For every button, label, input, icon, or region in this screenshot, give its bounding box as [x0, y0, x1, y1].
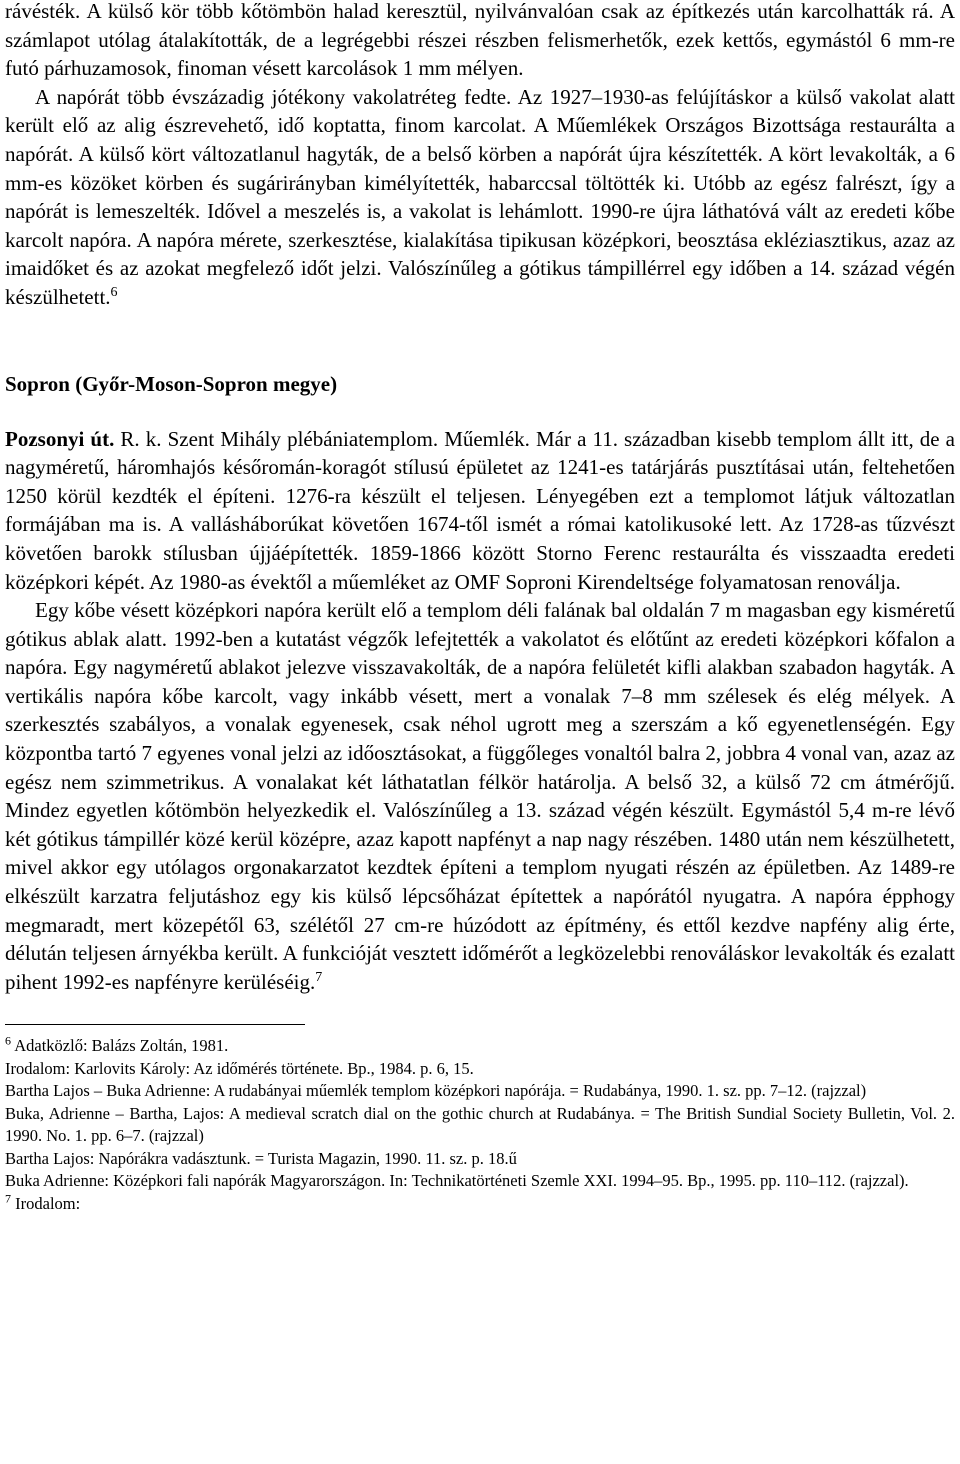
footnote-item — [5, 1035, 955, 1058]
footnote-text: Bartha Lajos: Napórákra vadásztunk. = Turista Magazin, 1990. 11. sz. p. 18.ű — [5, 1148, 517, 1168]
sundial-restoration-text: A napórát több évszázadig jótékony vakolatréteg fedte. Az 1927–1930-as felújításkor a külső vakolat alatt került elő az alig észrevehető, idő koptatta, finom karcolat. A Műemlékek Országos Bizottsága restaurálta a napórát. A külső kört változatlanul hagyták, de a belső körben a napórát újra készítették. A kört levakolták, a 6 mm-es közöket körben és sugárirányban kimélyítették, habarccsal töltötték ki. Utóbb az egész falrészt, így a napórát is lemeszelték. Idővel a meszelés is, a vakolat is lehámlott. 1990-re újra láthatóvá vált az eredeti kőbe karcolt napóra. A napóra mérete, szerkesztése, kialakítása tipikusan középkori, beosztása ekléziasztikus, azaz az imaidőket és az azokat megfelező időt jelzi. Valószínűleg a gótikus támpillérrel egy időben a 14. század végén készülhetett. — [5, 84, 955, 309]
church-entry-paragraph — [5, 425, 955, 597]
intro-paragraph — [5, 0, 955, 83]
footnote-item — [5, 1103, 955, 1148]
footnote-text: Buka, Adrienne – Bartha, Lajos: A medieval scratch dial on the gothic church at Rudabánya. = The British Sundial Society Bulletin, Vol. 2. 1990. No. 1. pp. 6–7. (rajzzal) — [5, 1103, 955, 1146]
footnote-divider — [5, 1024, 305, 1025]
footnote-item — [5, 1170, 955, 1193]
footnote-item — [5, 1148, 955, 1171]
footnote-ref-6[interactable]: 6 — [110, 284, 118, 300]
footnote-text: Irodalom: Karlovits Károly: Az időmérés története. Bp., 1984. p. 6, 15. — [5, 1058, 474, 1078]
footnote-item — [5, 1193, 955, 1216]
footnote-text: Adatközlő: Balázs Zoltán, 1981. — [11, 1036, 229, 1056]
footnote-text: Buka Adrienne: Középkori fali napórák Magyarországon. In: Technikatörténeti Szemle XXI. 1994–95. Bp., 1995. pp. 110–112. (rajzzal). — [5, 1171, 909, 1191]
entry-text: R. k. Szent Mihály plébániatemplom. Műemlék. Már a 11. században kisebb templom állt itt, de a nagyméretű, háromhajós későromán-koragót stílusú épületet az 1241-es tatárjárás pusztításai után, feltehetően 1250 körül kezdték el építeni. 1276-ra készült el teljesen. Lényegében ezt a templomot látjuk változatlan formájában ma is. A vallásháborúkat követően 1674-től ismét a római katolikusoké lett. Az 1728-as tűzvészt követően barokk stílusban újjáépítették. 1859-1866 között Storno Ferenc restaurálta és visszaadta eredeti középkori képét. Az 1980-as évektől a műemléket az OMF Soproni Kirendeltsége folyamatosan renoválja. — [5, 426, 955, 594]
sundial-description-paragraph — [5, 596, 955, 996]
footnote-text: Irodalom: — [11, 1193, 81, 1213]
footnote-item — [5, 1058, 955, 1081]
footnote-item — [5, 1080, 955, 1103]
footnote-number: 7 — [5, 1191, 11, 1206]
intro-paragraph-text: rávésték. A külső kör több kőtömbön halad keresztül, nyilvánvalóan csak az építkezés után karcolhatták rá. A számlapot utólag átalakították, de a legrégebbi részei részben felismerhetők, ezek kettős, egymástól 6 mm-re futó párhuzamosok, finoman vésett karcolások 1 mm mélyen. — [5, 0, 955, 81]
footnotes — [5, 1035, 955, 1215]
entry-street-name: Pozsonyi út. — [5, 426, 115, 451]
footnote-text: Bartha Lajos – Buka Adrienne: A rudabányai műemlék templom középkori napórája. = Rudabánya, 1990. 1. sz. pp. 7–12. (rajzzal) — [5, 1081, 867, 1101]
footnote-number: 6 — [5, 1033, 11, 1048]
sundial-description-text: Egy kőbe vésett középkori napóra került elő a templom déli falának bal oldalán 7 m magasban egy kisméretű gótikus ablak alatt. 1992-ben a kutatást végzők lefejtették a vakolatot és előtűnt az eredeti középkori kőfalon a napóra. Egy nagyméretű ablakot jelezve visszavakolták, de a napóra felületét kifli alakban szabadon hagyták. A vertikális napóra kőbe karcolt, vagy inkább vésett, mert a vonalak 7–8 mm szélesek és elég mélyek. A szerkesztés szabályos, a vonalak egyenesek, csak néhol ugrott meg a szerszám a kő egyenetlenségén. Egy központba tartó 7 egyenes vonal jelzi az időosztásokat, a függőleges vonaltól balra 2, jobbra 4 vonal van, azaz az egész nem szimmetrikus. A vonalakat két láthatatlan félkör határolja. A belső 32, a külső 72 cm átmérőjű. Mindez egyetlen kőtömbön helyezkedik el. Valószínűleg a 13. század végén készült. Egymástól 5,4 m-re lévő két gótikus támpillér közé kerül középre, azaz kapott napfényt a nap nagy részében. 1480 után nem készülhetett, mivel akkor egy utólagos orgonakarzatot kezdtek építeni a templom nyugati részén az épületben. Az 1489-re elkészült karzatra feljutáshoz egy kis külső lépcsőházat építettek a napórától nyugatra. A napóra épphogy megmaradt, mert közepétől 63, szélétől 27 cm-re húzódott az építmény, és ettől kezdve napfény alig érte, délután teljesen árnyékba került. A funkcióját vesztett időmérőt a legközelebbi renováláskor levakolták és ezalatt pihent 1992-es napfényre kerüléséig. — [5, 598, 955, 994]
document-page — [5, 0, 955, 1215]
sundial-restoration-paragraph — [5, 83, 955, 312]
section-heading: Sopron (Győr-Moson-Sopron megye) — [5, 371, 338, 396]
footnote-ref-7[interactable]: 7 — [315, 969, 323, 985]
